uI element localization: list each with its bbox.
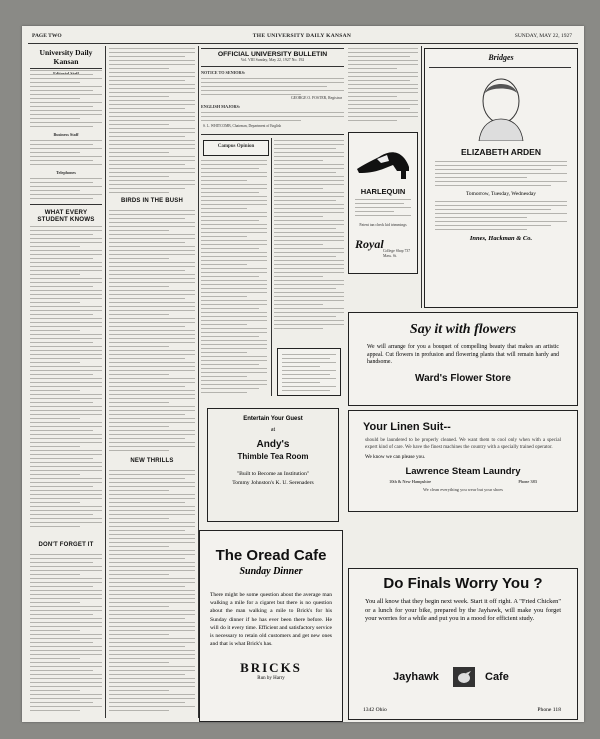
harlequin-name: HARLEQUIN [360, 187, 406, 196]
flowers-body: We will arrange for you a bouquet of compelling beauty that makes an artistic appeal. Cut flowers in profusion and flowering plants that will remain hardy and handsome. [367, 344, 559, 366]
headline-what-every-student-knows: WHAT EVERY STUDENT KNOWS [37, 209, 95, 223]
jayhawk-name-right: Cafe [485, 671, 509, 683]
arden-store: Innes, Hackman & Co. [469, 235, 533, 242]
portrait-illustration [471, 75, 531, 141]
notice-english-sign: S. L. WHITCOMB, Chairman, Department of English [203, 124, 282, 128]
laundry-ad [348, 410, 578, 512]
cafe-sub: Sunday Dinner [239, 566, 303, 577]
notice-seniors-head: NOTICE TO SENIORS: [201, 70, 246, 75]
jayhawk-body: You all know that they begin next week. Start it off right. A "Fried Chicken" or a lunch for your bike, prepared by the Jayhawk, will make you forget your worries for a while and put you in a mood for efficient study. [365, 598, 561, 623]
paper-title: THE UNIVERSITY DAILY KANSAN [252, 33, 352, 39]
page-label: PAGE TWO [32, 33, 62, 39]
campus-opinion-title: Campus Opinion [217, 144, 255, 149]
column-editorial [30, 48, 102, 718]
tea-ad-slogan: "Built to Become an Institution" [236, 471, 310, 477]
telephone-label: Telephones [56, 170, 76, 175]
cafe-brand: BRICKS [240, 660, 302, 676]
bulletin-meta: Vol. VIII Sunday, May 22, 1927 No. 192 [240, 58, 305, 62]
jayhawk-address: 1342 Ohio [363, 707, 387, 713]
headline-birds-in-the-bush: BIRDS IN THE BUSH [120, 198, 184, 204]
laundry-footer: We clean everything you wear but your shoes [423, 487, 503, 493]
business-label: Business Staff [53, 132, 79, 137]
harlequin-ad [348, 132, 418, 274]
tea-ad-name: Andy's [256, 439, 290, 450]
headline-new-thrills: NEW THRILLS [130, 458, 174, 464]
jayhawk-bird-icon [453, 667, 475, 687]
royal-brand: Royal [355, 237, 384, 251]
thimble-tea-room-ad [207, 408, 339, 522]
bulletin-title: OFFICIAL UNIVERSITY BULLETIN [217, 51, 328, 58]
laundry-phone: Phone 383 [518, 479, 537, 485]
harlequin-address: College Shop 737 Mass. St. [383, 249, 411, 258]
small-ad-box [277, 348, 341, 396]
cafe-body: There might be some question about the average man walking a mile for a cigaret but there is no question about the man walking a mile to Brick's for his Sunday dinner if he has ever been there before. He will do it every time. Efficient and satisfactory service is necessary to retain old customers and get new ones and that is what Brick's has. [210, 592, 332, 648]
oread-cafe-ad [199, 530, 343, 722]
notice-seniors-sign: GEORGE O. FOSTER, Registrar [291, 96, 342, 100]
page-header [28, 30, 576, 42]
laundry-address: 10th & New Hampshire [389, 479, 432, 485]
nameplate: University Daily Kansan [39, 48, 93, 66]
jayhawk-name-left: Jayhawk [393, 671, 439, 683]
tea-ad-band: Tommy Johnston's K. U. Serenaders [232, 480, 314, 486]
issue-date: SUNDAY, MAY 22, 1927 [514, 33, 572, 39]
headline-dont-forget-it: DON'T FORGET IT [38, 542, 94, 548]
tea-ad-room: Thimble Tea Room [237, 452, 309, 461]
jayhawk-cafe-ad [348, 568, 578, 720]
cafe-name: The Oread Cafe [215, 547, 327, 564]
tea-ad-title: Entertain Your Guest [243, 416, 303, 422]
jayhawk-headline: Do Finals Worry You ? [383, 575, 543, 592]
laundry-body: should be laundered to be properly cleaned. We want them to cool only when with a special expert kind of care. We have the finest machines the country with a specially trained operator. [365, 438, 561, 450]
newspaper-page [22, 26, 584, 722]
column-continued [348, 48, 418, 310]
harlequin-caption: Patent tan check kid trimmings [359, 223, 407, 227]
elizabeth-arden-ad [424, 48, 578, 308]
laundry-knows: We know we can please you. [365, 454, 426, 461]
campus-opinion-box [203, 140, 269, 156]
arden-tagline: Tomorrow, Tuesday, Wednesday [466, 191, 536, 197]
tea-ad-at: at [270, 427, 276, 433]
notice-english-head: ENGLISH MAJORS: [201, 104, 241, 109]
jayhawk-phone: Phone 118 [537, 707, 561, 713]
arden-name: ELIZABETH ARDEN [461, 147, 541, 157]
cafe-owner: Run by Harry [257, 676, 285, 682]
header-rule [28, 43, 578, 44]
column-features [109, 48, 195, 718]
laundry-headline: Your Linen Suit-- [363, 421, 451, 433]
shoe-illustration [353, 143, 413, 181]
wards-flower-ad [348, 312, 578, 406]
flowers-store: Ward's Flower Store [415, 372, 511, 384]
arden-brand: Bridges [488, 53, 514, 62]
laundry-store: Lawrence Steam Laundry [405, 466, 521, 478]
flowers-headline: Say it with flowers [409, 322, 517, 337]
